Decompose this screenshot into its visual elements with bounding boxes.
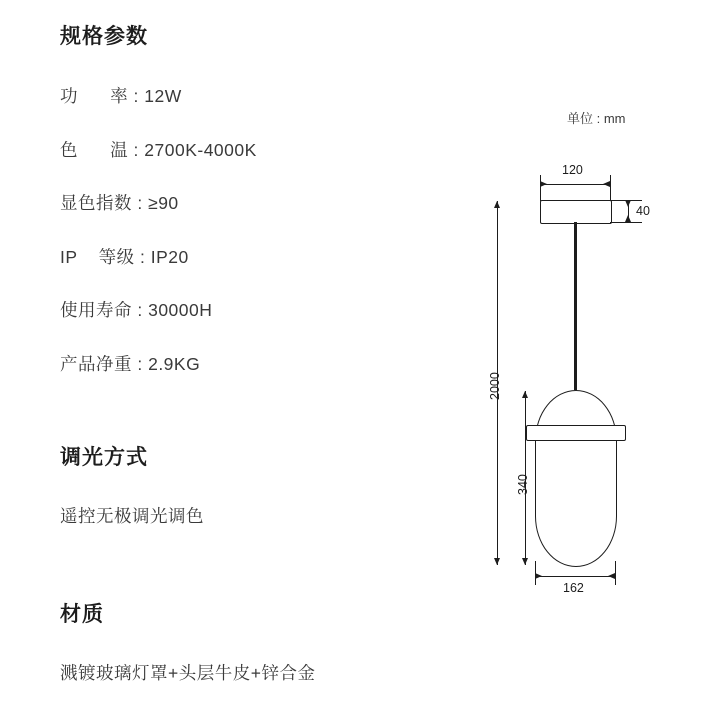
material-description: 溅镀玻璃灯罩+头层牛皮+锌合金 [60,662,316,683]
arrow-canopy-height-bottom [625,215,631,222]
dim-label-canopy-width: 120 [562,163,583,177]
leather-band-shape [526,425,626,441]
ext-line-canopy-bottom [610,222,642,223]
dim-line-globe-width [535,576,615,577]
arrow-canopy-width-left [540,181,547,187]
section-title-material: 材质 [60,602,104,626]
dimming-description: 遥控无极调光调色 [60,506,204,526]
section-material [60,598,450,683]
unit-label: 单位 : mm [567,111,626,126]
technical-drawing [455,95,705,615]
spec-row-power: 功 率 : 12W [60,86,182,106]
dim-line-canopy-width [540,184,610,185]
dim-label-globe-height: 340 [516,474,530,495]
spec-row-cri: 显色指数 : ≥90 [60,193,179,213]
specification-column [60,20,450,682]
spec-row-ip-rating: IP 等级 : IP20 [60,246,189,267]
ext-line-canopy-left [540,175,541,201]
spec-list [60,88,450,373]
spec-row-lifespan: 使用寿命 : 30000H [60,300,213,320]
dim-label-globe-width: 162 [563,581,584,595]
glass-globe-shape [535,390,617,567]
arrow-globe-height-bottom [522,558,528,565]
section-dimming [60,441,450,526]
spec-row-net-weight: 产品净重 : 2.9KG [60,353,201,374]
arrow-canopy-width-right [603,181,610,187]
section-specs [60,20,450,373]
spec-row-color-temperature: 色 温 : 2700K-4000K [60,139,257,160]
ext-line-canopy-right [610,175,611,201]
ext-line-globe-right [615,561,616,585]
suspension-rod [574,222,577,390]
arrow-total-height-top [494,201,500,208]
section-title-specs: 规格参数 [60,25,148,48]
arrow-globe-width-right [608,573,615,579]
arrow-globe-width-left [535,573,542,579]
section-title-dimming: 调光方式 [60,446,148,469]
arrow-canopy-height-top [625,200,631,207]
canopy-shape [540,200,612,224]
arrow-total-height-bottom [494,558,500,565]
dim-label-total-height: 2000 [488,372,502,400]
dim-label-canopy-height: 40 [636,204,650,218]
arrow-globe-height-top [522,391,528,398]
